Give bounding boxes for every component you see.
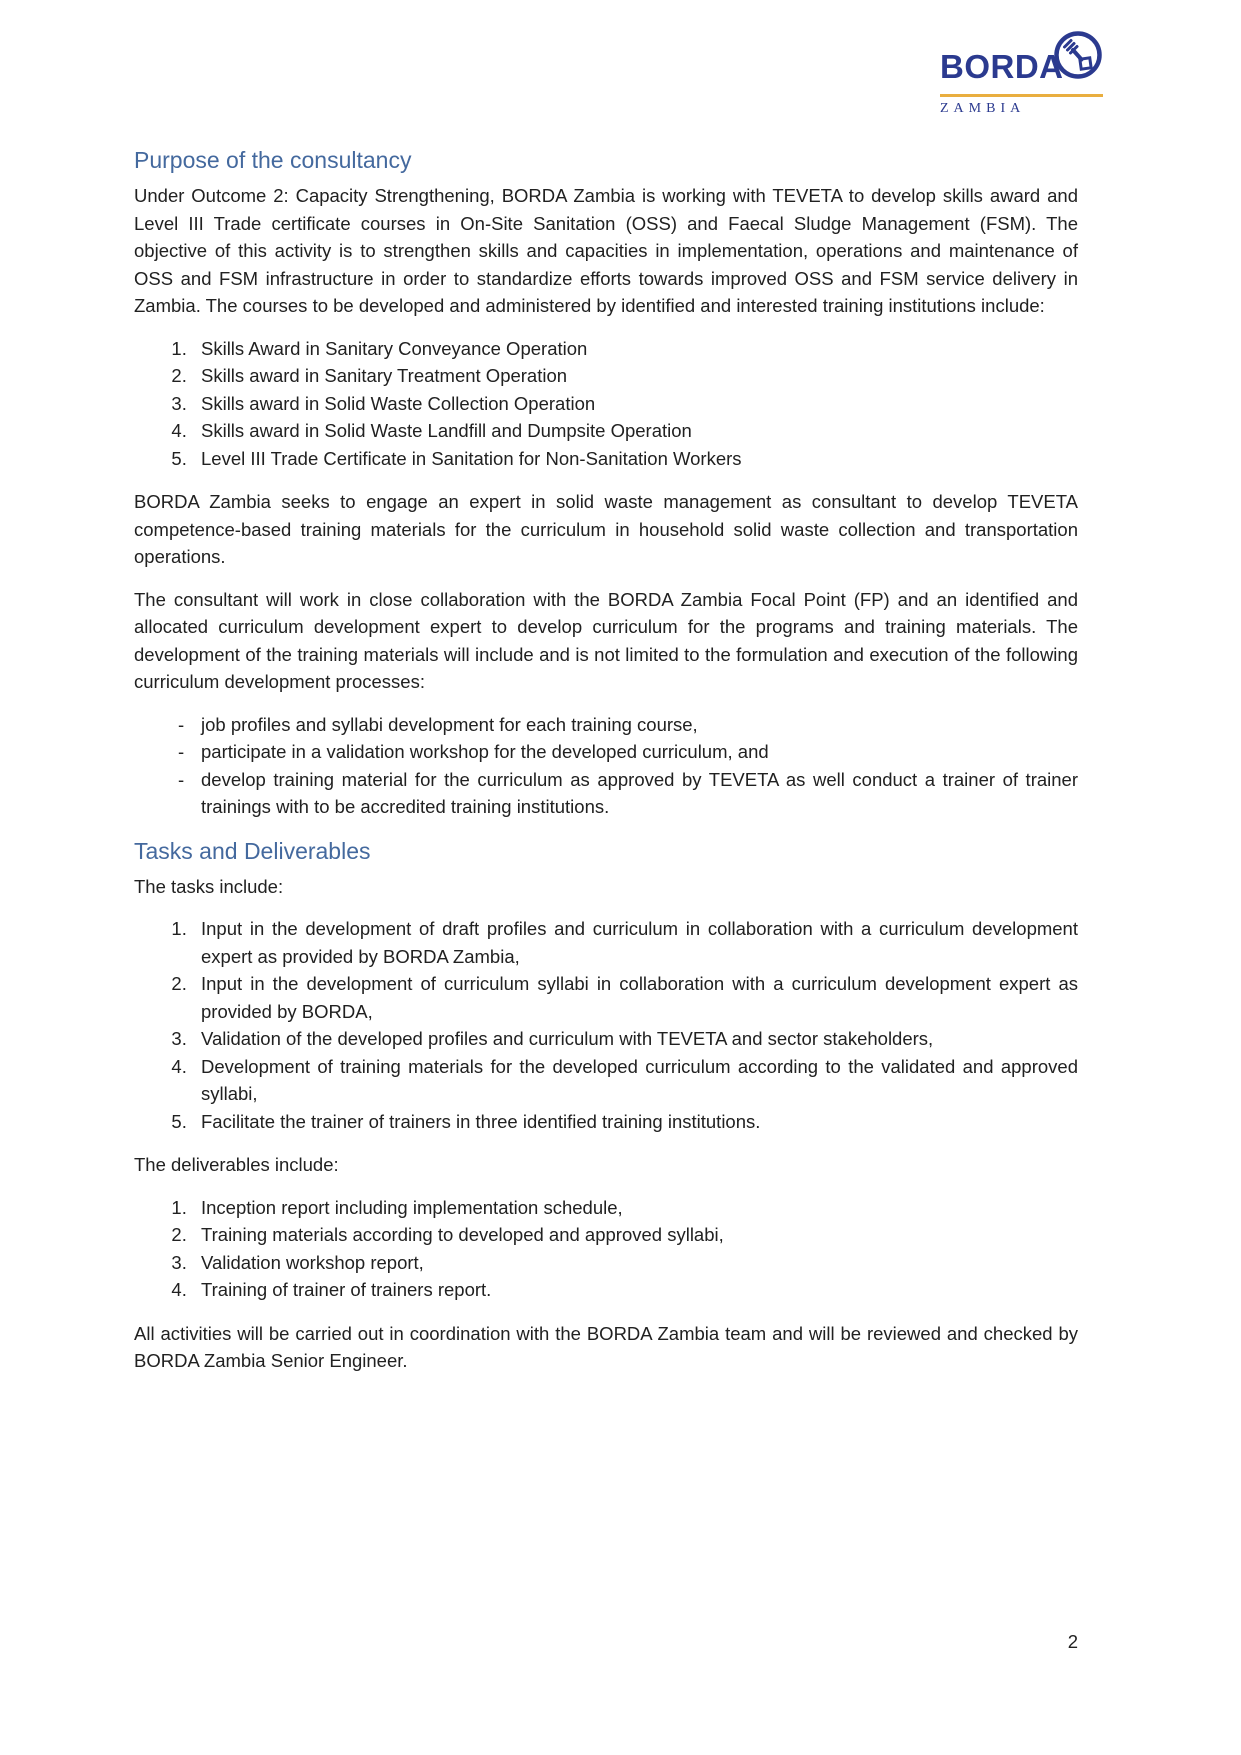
- list-item: 3. Validation workshop report,: [192, 1249, 1078, 1277]
- collaboration-paragraph: The consultant will work in close collaboration with the BORDA Zambia Focal Point (FP) and an identified and allocated curriculum development expert to develop curriculum for the programs and training materials. The development of the training materials will include and is not limited to the formulation and execution of the following curriculum development processes:: [134, 588, 1078, 692]
- list-item: 2. Input in the development of curriculum syllabi in collaboration with a curriculum development expert as provided by BORDA,: [192, 970, 1078, 1025]
- tasks-intro: The tasks include:: [134, 875, 284, 897]
- borda-logo: [940, 30, 1103, 120]
- tasks-heading: Tasks and Deliverables: [134, 837, 371, 864]
- closing-paragraph: All activities will be carried out in coordination with the BORDA Zambia team and will be reviewed and checked by BORDA Zambia Senior Engineer.: [134, 1322, 1078, 1371]
- list-item: 4. Development of training materials for the developed curriculum according to the validated and approved syllabi,: [192, 1053, 1078, 1108]
- list-item: 2. Training materials according to developed and approved syllabi,: [192, 1221, 1078, 1249]
- engage-paragraph: BORDA Zambia seeks to engage an expert in solid waste management as consultant to develop TEVETA competence-based training materials for the curriculum in household solid waste collection and transportation operations.: [134, 491, 1078, 567]
- list-item: 5. Facilitate the trainer of trainers in three identified training institutions.: [192, 1108, 1078, 1136]
- list-item: - develop training material for the curriculum as approved by TEVETA as well conduct a trainer of trainer trainings with to be accredited training institutions.: [178, 766, 1078, 821]
- list-item: - job profiles and syllabi development for each training course,: [178, 711, 1078, 739]
- list-item: 4. Skills award in Solid Waste Landfill and Dumpsite Operation: [192, 417, 1078, 445]
- course-list: [134, 335, 1078, 473]
- list-item: 5. Level III Trade Certificate in Sanitation for Non-Sanitation Workers: [192, 445, 1078, 473]
- document-body: [134, 146, 1078, 1390]
- borda-logo-wordmark: BORDA: [940, 48, 1064, 85]
- borda-logo-region: ZAMBIA: [940, 101, 1026, 116]
- page-number: 2: [1067, 1631, 1078, 1652]
- purpose-heading: Purpose of the consultancy: [134, 147, 412, 173]
- deliverables-intro: The deliverables include:: [134, 1154, 339, 1175]
- list-item: 1. Skills Award in Sanitary Conveyance Operation: [192, 335, 1078, 363]
- list-item: 1. Inception report including implementation schedule,: [192, 1194, 1078, 1222]
- list-item: 4. Training of trainer of trainers report.: [192, 1276, 1078, 1304]
- list-item: 3. Skills award in Solid Waste Collection Operation: [192, 390, 1078, 418]
- logo-gold-rule: [940, 94, 1103, 97]
- process-list: [134, 711, 1078, 821]
- hand-tool-circle-icon: [1053, 30, 1103, 80]
- list-item: - participate in a validation workshop for the developed curriculum, and: [178, 738, 1078, 766]
- deliverable-list: [134, 1194, 1078, 1304]
- list-item: 3. Validation of the developed profiles and curriculum with TEVETA and sector stakeholders,: [192, 1025, 1078, 1053]
- list-item: 1. Input in the development of draft profiles and curriculum in collaboration with a curriculum development expert as provided by BORDA Zambia,: [192, 915, 1078, 970]
- task-list: [134, 915, 1078, 1135]
- list-item: 2. Skills award in Sanitary Treatment Operation: [192, 362, 1078, 390]
- purpose-intro-paragraph: Under Outcome 2: Capacity Strengthening, BORDA Zambia is working with TEVETA to develop skills award and Level III Trade certificate courses in On-Site Sanitation (OSS) and Faecal Sludge Management (FSM). The objective of this activity is to strengthen skills and capacities in implementation, operations and maintenance of OSS and FSM infrastructure in order to standardize efforts towards improved OSS and FSM service delivery in Zambia. The courses to be developed and administered by identified and interested training institutions include:: [134, 185, 1078, 316]
